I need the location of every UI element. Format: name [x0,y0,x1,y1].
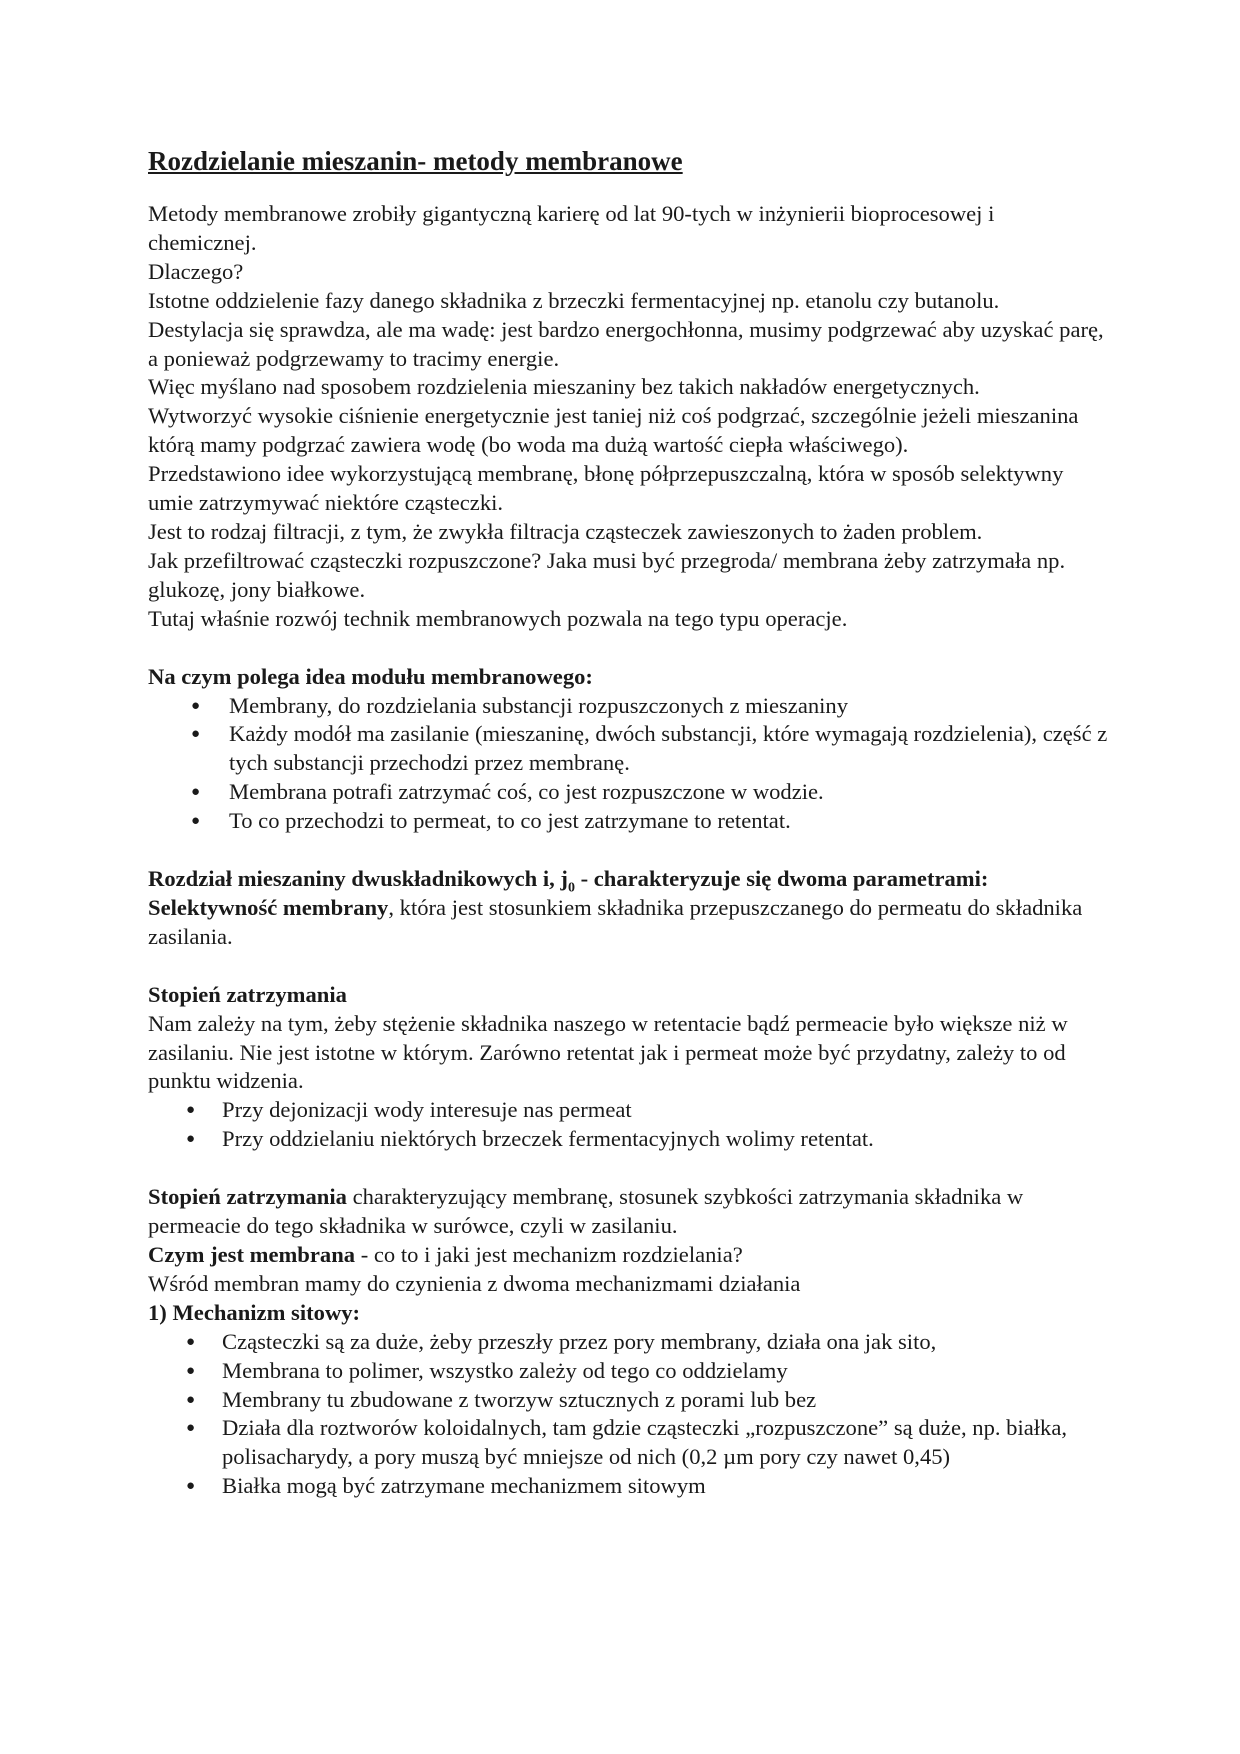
intro-line-8: Jest to rodzaj filtracji, z tym, że zwykła filtracja cząsteczek zawieszonych to żaden problem. [148,518,983,544]
retention-text: Nam zależy na tym, żeby stężenie składnika naszego w retentacie bądź permeacie było większe niż w zasilaniu. Nie jest istotne w którym. Zarówno retentat jak i permeat może być przydatny, zależy to od punktu widzenia. [148,1010,1068,1094]
spacer [148,836,1108,865]
selectivity-term: Selektywność membrany [148,894,389,920]
module-list [148,692,1108,837]
mechanism-list [148,1328,1108,1501]
intro-line-9: Jak przefiltrować cząsteczki rozpuszczone? Jaka musi być przegroda/ membrana żeby zatrzymała np. glukozę, jony białkowe. [148,547,1066,602]
intro-line-3: Istotne oddzielenie fazy danego składnika z brzeczki fermentacyjnej np. etanolu czy butanolu. [148,287,1000,313]
intro-line-7: Przedstawiono idee wykorzystującą membranę, błonę półprzepuszczalną, która w sposób selektywny umie zatrzymywać niektóre cząsteczki. [148,461,1064,516]
mechanism-heading: 1) Mechanizm sitowy: [148,1299,361,1325]
intro-line-4: Destylacja się sprawdza, ale ma wadę: jest bardzo energochłonna, musimy podgrzewać aby uzyskać parę, a ponieważ podgrzewamy to tracimy energie. [148,316,1104,371]
retention-heading: Stopień zatrzymania [148,981,347,1007]
document-page [148,144,1108,1501]
page-title: Rozdzielanie mieszanin- metody membranowe [148,146,683,176]
membrane-question [148,1241,1108,1270]
intro-line-10: Tutaj właśnie rozwój technik membranowych pozwala na tego typu operacje. [148,605,848,631]
retention-definition-term: Stopień zatrzymania [148,1184,347,1210]
list-item: ● Działa dla roztworów koloidalnych, tam gdzie cząsteczki „rozpuszczone” są duże, np. białka, polisacharydy, a pory muszą być mniejsze od nich (0,2 µm pory czy nawet 0,45) [148,1414,1108,1472]
list-item: ● Każdy modół ma zasilanie (mieszaninę, dwóch substancji, które wymagają rozdzielenia), część z tych substancji przechodzi przez membranę. [148,720,1108,778]
list-item: ● Białka mogą być zatrzymane mechanizmem sitowym [148,1472,1108,1501]
membrane-question-text: - co to i jaki jest mechanizm rozdzielania? [355,1242,743,1267]
selectivity-paragraph [148,894,1108,952]
list-item: ● Cząsteczki są za duże, żeby przeszły przez pory membrany, działa ona jak sito, [148,1328,1108,1357]
division-heading-rest: - charakteryzuje się dwoma parametrami: [574,866,989,892]
spacer [148,634,1108,663]
list-item: ● Membrany tu zbudowane z tworzyw sztucznych z porami lub bez [148,1386,1108,1415]
membrane-term: Czym jest membrana [148,1242,356,1267]
module-heading: Na czym polega idea modułu membranowego: [148,663,593,689]
selectivity-text: , która jest stosunkiem składnika przepuszczanego do permeatu do składnika zasilania. [148,894,1083,949]
list-item: ● Membrana potrafi zatrzymać coś, co jest rozpuszczone w wodzie. [148,778,1108,807]
spacer [148,952,1108,981]
intro-line-2: Dlaczego? [148,258,244,284]
list-item: ● To co przechodzi to permeat, to co jest zatrzymane to retentat. [148,807,1108,836]
intro-line-6: Wytworzyć wysokie ciśnienie energetycznie jest taniej niż coś podgrzać, szczególnie jeżeli mieszanina którą mamy podgrzać zawiera wodę (bo woda ma dużą wartość ciepła właściwego). [148,403,1079,458]
retention-definition [148,1183,1108,1241]
division-heading-main: Rozdział mieszaniny dwuskładnikowych i, j [148,866,568,892]
retention-definition-text: charakteryzujący membranę, stosunek szybkości zatrzymania składnika w permeacie do tego składnika w surówce, czyli w zasilaniu. [148,1184,1024,1239]
intro-line-5: Więc myślano nad sposobem rozdzielenia mieszaniny bez takich nakładów energetycznych. [148,374,980,400]
list-item: ● Przy dejonizacji wody interesuje nas permeat [148,1096,1108,1125]
spacer [148,1154,1108,1183]
division-heading [148,865,1108,894]
list-item: ● Membrana to polimer, wszystko zależy od tego co oddzielamy [148,1357,1108,1386]
retention-list [148,1096,1108,1154]
intro-line-1: Metody membranowe zrobiły gigantyczną karierę od lat 90-tych w inżynierii bioprocesowej i chemicznej. [148,201,995,255]
membrane-line: Wśród membran mamy do czynienia z dwoma mechanizmami działania [148,1270,801,1296]
list-item: ● Membrany, do rozdzielania substancji rozpuszczonych z mieszaniny [148,692,1108,721]
division-heading-subscript: 0 [567,880,575,896]
list-item: ● Przy oddzielaniu niektórych brzeczek fermentacyjnych wolimy retentat. [148,1125,1108,1154]
